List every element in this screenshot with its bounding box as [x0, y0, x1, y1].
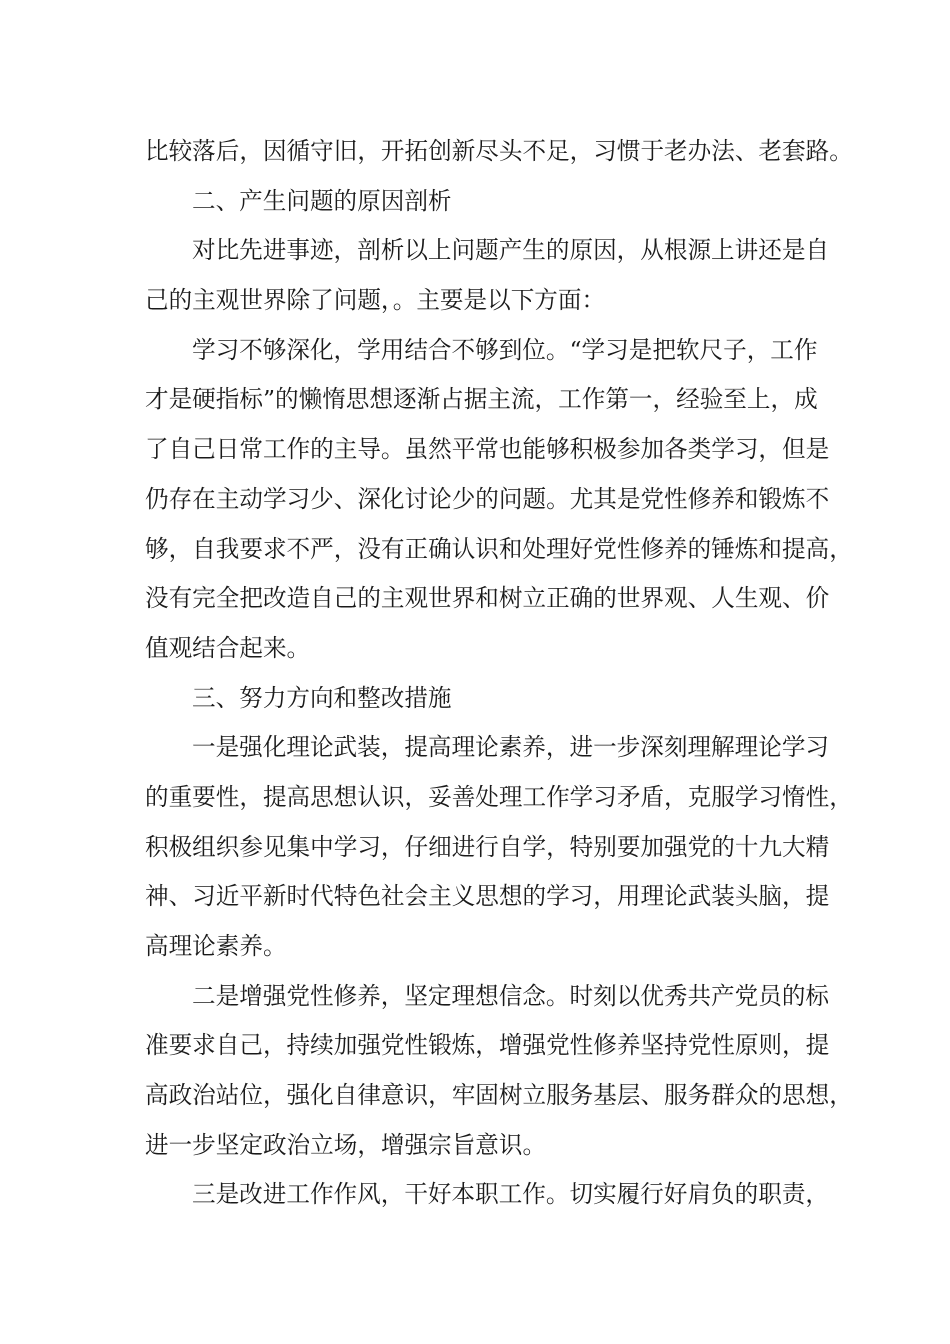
document-line: 才是硬指标”的懒惰思想逐渐占据主流，工作第一，经验至上，成 — [145, 385, 818, 414]
document-line: 学习不够深化，学用结合不够到位。“学习是把软尺子，工作 — [192, 335, 818, 364]
document-line: 比较落后，因循守旧，开拓创新尽头不足，习惯于老办法、老套路。 — [145, 137, 853, 165]
document-line: 高理论素养。 — [145, 932, 287, 960]
document-body — [145, 127, 853, 1220]
document-line: 了自己日常工作的主导。虽然平常也能够积极参加各类学习，但是 — [145, 435, 830, 464]
document-line: 神、习近平新时代特色社会主义思想的学习，用理论武装头脑，提 — [145, 882, 830, 911]
document-line: 对比先进事迹，剖析以上问题产生的原因，从根源上讲还是自 — [192, 236, 830, 265]
document-line: 三、努力方向和整改措施 — [192, 683, 452, 712]
document-line: 的重要性，提高思想认识，妥善处理工作学习矛盾，克服学习惰性， — [145, 782, 853, 811]
document-line: 高政治站位，强化自律意识，牢固树立服务基层、服务群众的思想， — [145, 1081, 853, 1110]
document-line: 积极组织参见集中学习，仔细进行自学，特别要加强党的十九大精 — [145, 832, 830, 861]
document-line: 准要求自己，持续加强党性锻炼，增强党性修养坚持党性原则，提 — [145, 1031, 830, 1060]
document-line: 二是增强党性修养，坚定理想信念。时刻以优秀共产党员的标 — [192, 981, 830, 1010]
document-line: 仍存在主动学习少、深化讨论少的问题。尤其是党性修养和锻炼不 — [145, 484, 830, 513]
document-line: 一是强化理论武装，提高理论素养，进一步深刻理解理论学习 — [192, 733, 830, 762]
document-line: 没有完全把改造自己的主观世界和树立正确的世界观、人生观、价 — [145, 584, 830, 613]
document-line: 够，自我要求不严，没有正确认识和处理好党性修养的锤炼和提高， — [145, 534, 853, 563]
document-line: 己的主观世界除了问题，。主要是以下方面： — [145, 286, 606, 315]
document-line: 三是改进工作作风，干好本职工作。切实履行好肩负的职责， — [192, 1180, 830, 1209]
document-line: 二、产生问题的原因剖析 — [192, 186, 452, 215]
document-line: 值观结合起来。 — [145, 633, 311, 662]
document-line: 进一步坚定政治立场，增强宗旨意识。 — [145, 1130, 547, 1159]
